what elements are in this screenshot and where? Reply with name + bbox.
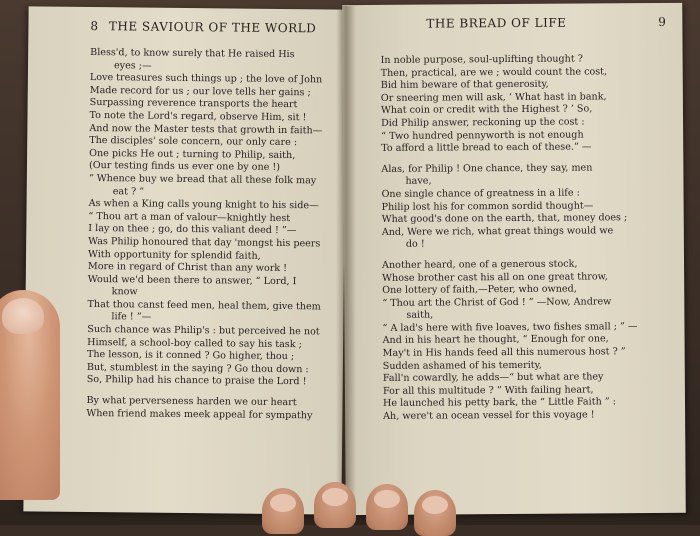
text-line: And now the Master tests that growth in faith— xyxy=(89,122,323,136)
finger xyxy=(414,490,456,536)
text-line: More in regard of Christ than any work ! xyxy=(87,261,288,275)
left-running-head-title: THE SAVIOUR OF THE WORLD xyxy=(108,19,317,36)
text-line: For all this multitude ? ” With failing heart, xyxy=(382,384,594,397)
text-line: “ A lad's here with five loaves, two fishes small ; ” — xyxy=(382,321,638,334)
text-line: Sudden ashamed of his temerity, xyxy=(382,359,542,372)
text-line: saith, xyxy=(406,309,434,322)
text-line: One lottery of faith,—Peter, who owned, xyxy=(382,283,577,297)
text-line: eyes ;— xyxy=(113,59,152,72)
text-line: Did Philip answer, reckoning up the cost : xyxy=(381,116,585,129)
text-line: “ Whence buy we bread that all these folk may xyxy=(88,172,317,187)
text-line: When friend makes meek appeal for sympathy xyxy=(86,407,313,421)
text-line: (Our testing finds us ever one by one !) xyxy=(88,160,281,174)
fingernail xyxy=(322,488,348,506)
text-line: Bid him beware of that generosity, xyxy=(380,78,549,92)
book-gutter xyxy=(336,6,356,516)
text-line: The disciples' sole concern, our only care : xyxy=(89,135,298,149)
text-line: He launched his petty bark, the “ Little Faith ” : xyxy=(382,396,617,410)
text-line: Himself, a school-boy called to say his task ; xyxy=(87,336,302,350)
right-running-head xyxy=(426,15,666,31)
text-line: To afford a little bread to each of these.” — xyxy=(381,141,592,155)
text-line: Was Philip honoured that day 'mongst his peers xyxy=(88,235,321,250)
text-line: To note the Lord's regard, observe Him, sit ! xyxy=(89,109,307,124)
text-line: Another heard, one of a generous stock, xyxy=(382,258,578,271)
bottom-fingers xyxy=(262,488,462,528)
text-line: I lay on thee ; go, do this valiant deed ! ”— xyxy=(88,223,297,237)
text-line: The lesson, is it conned ? Go higher, thou ; xyxy=(86,349,295,363)
text-line: know xyxy=(111,286,138,298)
text-line: eat ? ” xyxy=(112,185,145,198)
text-line: May't in His hands feed all this numerous host ? ” xyxy=(382,346,626,359)
fingernail xyxy=(422,496,448,514)
finger xyxy=(366,484,408,530)
text-line: One single chance of greatness in a life : xyxy=(381,187,580,200)
left-thumbnail xyxy=(2,298,44,334)
text-line: Such chance was Philip's : but perceived he not xyxy=(87,324,320,338)
text-line: But, stumblest in the saying ? Go thou down : xyxy=(86,361,309,376)
right-page xyxy=(342,3,686,515)
text-line: By what perverseness harden we our heart xyxy=(86,395,297,409)
text-line: Philip lost his for common sordid thought— xyxy=(381,199,594,213)
text-line: What coin or credit with the Highest ? ’ So, xyxy=(380,103,593,117)
finger xyxy=(314,482,356,528)
text-line: And in his heart he thought, “ Enough for one, xyxy=(382,333,609,347)
text-line: “ Two hundred pennyworth is not enough xyxy=(381,129,584,142)
text-line: have, xyxy=(405,175,432,188)
text-line: Fall'n cowardly, he adds—“ but what are they xyxy=(382,371,604,385)
finger xyxy=(262,488,304,534)
left-page-number: 8 xyxy=(90,18,99,34)
right-page-number: 9 xyxy=(658,14,667,29)
fingernail xyxy=(374,490,400,508)
text-line: Would we'd been there to answer, “ Lord, I xyxy=(87,273,297,287)
text-line: Alas, for Philip ! One chance, they say, men xyxy=(381,162,593,175)
text-line: Whose brother cast his all on one great throw, xyxy=(382,270,608,284)
text-line: Bless'd, to know surely that He raised His xyxy=(90,46,295,61)
text-line: Surpassing reverence transports the heart xyxy=(89,97,298,111)
text-line: Made record for us ; our love tells her gains ; xyxy=(89,84,311,99)
text-line: Love treasures such things up ; the love of John xyxy=(89,72,323,86)
text-line: So, Philip had his chance to praise the Lord ! xyxy=(86,374,307,388)
right-running-head-title: THE BREAD OF LIFE xyxy=(426,15,567,31)
right-page-text xyxy=(381,53,639,423)
text-line: With opportunity for splendid faith, xyxy=(88,248,261,262)
text-line: In noble purpose, soul-uplifting thought ? xyxy=(380,53,583,66)
text-line: What good's done on the earth, that, money does ; xyxy=(381,212,628,226)
text-line: That thou canst feed men, heal them, give them xyxy=(87,298,321,313)
text-line: “ Thou art the Christ of God ! ” —Now, Andrew xyxy=(382,296,612,309)
text-line: As when a King calls young knight to his side— xyxy=(88,198,319,212)
fingernail xyxy=(270,494,296,512)
text-line: Then, practical, are we ; would count the cost, xyxy=(380,65,608,79)
text-line: do ! xyxy=(405,238,425,251)
text-line: One picks He out ; turning to Philip, saith, xyxy=(89,147,296,161)
text-line: life ! ”— xyxy=(111,311,152,324)
left-running-head xyxy=(90,19,316,35)
text-line: And, Were we rich, what great things would we xyxy=(381,225,614,238)
left-page xyxy=(23,6,346,514)
text-line: Ah, were't an ocean vessel for this voyage ! xyxy=(383,409,595,422)
text-line: “ Thou art a man of valour—knightly hest xyxy=(88,210,291,224)
text-line: Or sneering men will ask, ‘ What hast in bank, xyxy=(380,91,607,104)
left-page-text xyxy=(86,47,323,423)
